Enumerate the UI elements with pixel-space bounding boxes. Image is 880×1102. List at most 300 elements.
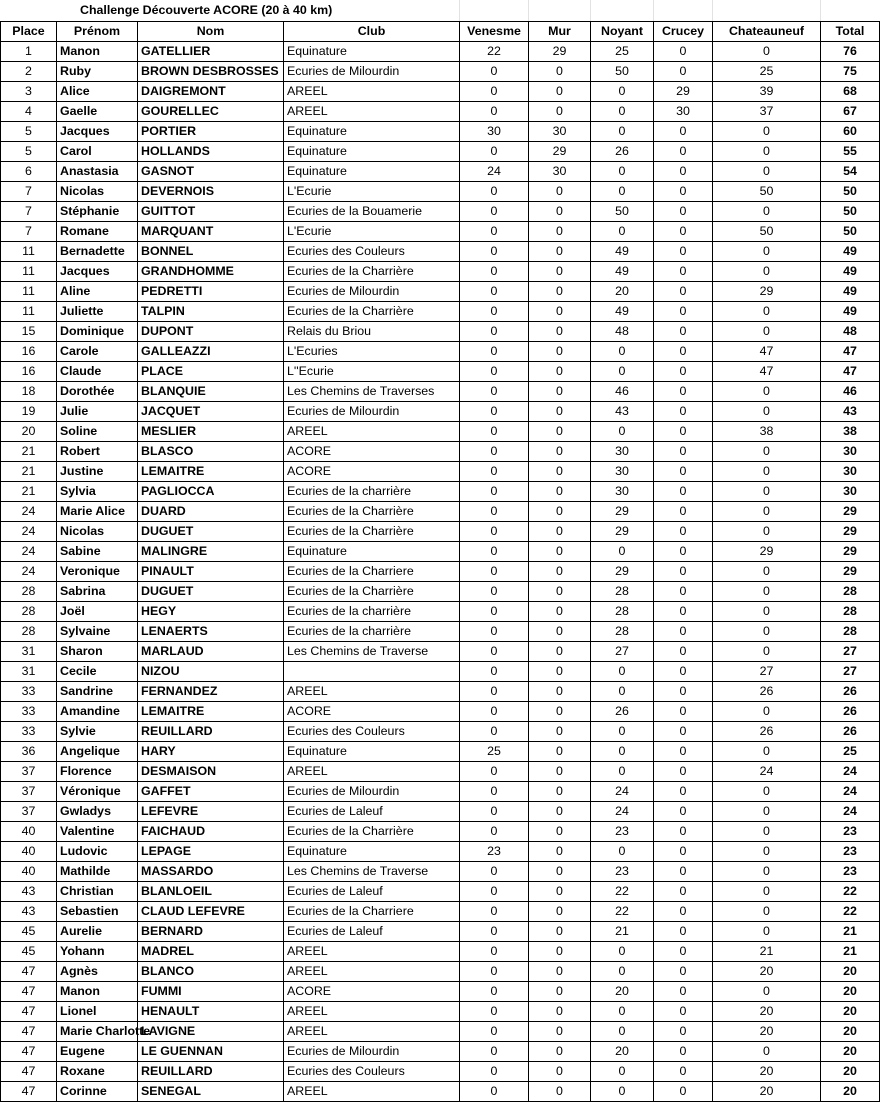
cell-club: ACORE	[284, 982, 460, 1002]
cell-club: Equinature	[284, 142, 460, 162]
cell-noyant: 0	[591, 182, 654, 202]
cell-prenom: Yohann	[57, 942, 138, 962]
cell-chateauneuf: 0	[713, 882, 821, 902]
cell-noyant: 0	[591, 102, 654, 122]
cell-nom: GASNOT	[138, 162, 284, 182]
cell-club: Ecuries de Laleuf	[284, 882, 460, 902]
cell-noyant: 0	[591, 762, 654, 782]
table-row	[1, 222, 880, 242]
cell-noyant: 26	[591, 702, 654, 722]
header-total: Total	[821, 22, 880, 42]
cell-mur: 0	[529, 942, 591, 962]
cell-mur: 0	[529, 882, 591, 902]
cell-crucey: 0	[654, 602, 713, 622]
cell-crucey: 0	[654, 802, 713, 822]
cell-crucey: 0	[654, 302, 713, 322]
cell-nom: BLANLOEIL	[138, 882, 284, 902]
cell-prenom: Sabine	[57, 542, 138, 562]
cell-chateauneuf: 0	[713, 42, 821, 62]
cell-chateauneuf: 0	[713, 402, 821, 422]
cell-chateauneuf: 0	[713, 782, 821, 802]
cell-club: AREEL	[284, 422, 460, 442]
cell-mur: 0	[529, 482, 591, 502]
cell-venesme: 22	[460, 42, 529, 62]
cell-crucey: 0	[654, 462, 713, 482]
cell-mur: 0	[529, 982, 591, 1002]
header-noyant: Noyant	[591, 22, 654, 42]
cell-noyant: 20	[591, 982, 654, 1002]
cell-club: AREEL	[284, 102, 460, 122]
cell-mur: 0	[529, 422, 591, 442]
cell-noyant: 0	[591, 1002, 654, 1022]
cell-crucey: 0	[654, 342, 713, 362]
cell-mur: 29	[529, 142, 591, 162]
cell-total: 29	[821, 562, 880, 582]
cell-noyant: 0	[591, 1062, 654, 1082]
cell-venesme: 0	[460, 462, 529, 482]
cell-chateauneuf: 0	[713, 302, 821, 322]
cell-mur: 0	[529, 1022, 591, 1042]
cell-club: AREEL	[284, 962, 460, 982]
cell-crucey: 0	[654, 542, 713, 562]
cell-mur: 0	[529, 502, 591, 522]
cell-place: 47	[1, 1002, 57, 1022]
cell-nom: MASSARDO	[138, 862, 284, 882]
cell-venesme: 0	[460, 602, 529, 622]
cell-club: Ecuries de Milourdin	[284, 62, 460, 82]
cell-total: 27	[821, 662, 880, 682]
cell-crucey: 0	[654, 282, 713, 302]
cell-mur: 0	[529, 742, 591, 762]
cell-venesme: 0	[460, 1042, 529, 1062]
cell-venesme: 0	[460, 882, 529, 902]
header-venesme: Venesme	[460, 22, 529, 42]
cell-nom: LAVIGNE	[138, 1022, 284, 1042]
cell-noyant: 21	[591, 922, 654, 942]
table-row	[1, 962, 880, 982]
cell-nom: LEPAGE	[138, 842, 284, 862]
cell-crucey: 0	[654, 422, 713, 442]
table-row	[1, 842, 880, 862]
table-row	[1, 242, 880, 262]
table-row	[1, 722, 880, 742]
cell-noyant: 27	[591, 642, 654, 662]
cell-venesme: 0	[460, 422, 529, 442]
cell-prenom: Sebastien	[57, 902, 138, 922]
cell-mur: 0	[529, 322, 591, 342]
cell-noyant: 29	[591, 502, 654, 522]
title-row	[0, 0, 880, 21]
cell-noyant: 50	[591, 62, 654, 82]
cell-total: 20	[821, 1082, 880, 1102]
cell-venesme: 0	[460, 362, 529, 382]
results-table	[0, 21, 880, 1102]
cell-crucey: 0	[654, 562, 713, 582]
cell-noyant: 0	[591, 962, 654, 982]
cell-place: 40	[1, 842, 57, 862]
cell-place: 45	[1, 942, 57, 962]
cell-crucey: 0	[654, 842, 713, 862]
cell-nom: GATELLIER	[138, 42, 284, 62]
cell-noyant: 22	[591, 902, 654, 922]
cell-total: 30	[821, 462, 880, 482]
cell-chateauneuf: 0	[713, 642, 821, 662]
cell-mur: 0	[529, 362, 591, 382]
cell-mur: 0	[529, 962, 591, 982]
cell-venesme: 0	[460, 62, 529, 82]
cell-chateauneuf: 0	[713, 122, 821, 142]
table-row	[1, 882, 880, 902]
table-row	[1, 502, 880, 522]
cell-chateauneuf: 37	[713, 102, 821, 122]
cell-club: Les Chemins de Traverse	[284, 642, 460, 662]
cell-total: 49	[821, 262, 880, 282]
cell-noyant: 0	[591, 742, 654, 762]
cell-chateauneuf: 50	[713, 182, 821, 202]
cell-noyant: 0	[591, 1022, 654, 1042]
table-row	[1, 1082, 880, 1102]
cell-club: Ecuries de la Charrière	[284, 822, 460, 842]
cell-club: Les Chemins de Traverse	[284, 862, 460, 882]
cell-venesme: 0	[460, 702, 529, 722]
cell-noyant: 29	[591, 522, 654, 542]
table-row	[1, 982, 880, 1002]
cell-crucey: 0	[654, 522, 713, 542]
cell-nom: JACQUET	[138, 402, 284, 422]
cell-noyant: 0	[591, 362, 654, 382]
cell-total: 26	[821, 722, 880, 742]
cell-place: 31	[1, 642, 57, 662]
cell-chateauneuf: 0	[713, 162, 821, 182]
cell-chateauneuf: 0	[713, 982, 821, 1002]
cell-venesme: 0	[460, 622, 529, 642]
cell-club: AREEL	[284, 942, 460, 962]
cell-chateauneuf: 24	[713, 762, 821, 782]
cell-nom: NIZOU	[138, 662, 284, 682]
cell-nom: PAGLIOCCA	[138, 482, 284, 502]
cell-place: 40	[1, 822, 57, 842]
cell-prenom: Soline	[57, 422, 138, 442]
cell-club: Ecuries des Couleurs	[284, 722, 460, 742]
cell-chateauneuf: 0	[713, 922, 821, 942]
cell-crucey: 0	[654, 62, 713, 82]
cell-noyant: 0	[591, 122, 654, 142]
cell-prenom: Marie Alice	[57, 502, 138, 522]
cell-mur: 0	[529, 342, 591, 362]
cell-venesme: 0	[460, 822, 529, 842]
cell-club: ACORE	[284, 442, 460, 462]
table-row	[1, 762, 880, 782]
cell-nom: PINAULT	[138, 562, 284, 582]
cell-club: L'Ecurie	[284, 222, 460, 242]
cell-total: 68	[821, 82, 880, 102]
cell-club: Ecuries de la Charrière	[284, 502, 460, 522]
cell-total: 38	[821, 422, 880, 442]
cell-mur: 0	[529, 702, 591, 722]
cell-total: 20	[821, 1042, 880, 1062]
cell-total: 54	[821, 162, 880, 182]
cell-venesme: 0	[460, 222, 529, 242]
cell-crucey: 0	[654, 182, 713, 202]
cell-mur: 0	[529, 1082, 591, 1102]
cell-prenom: Sylvaine	[57, 622, 138, 642]
cell-crucey: 0	[654, 642, 713, 662]
cell-chateauneuf: 29	[713, 542, 821, 562]
cell-chateauneuf: 0	[713, 742, 821, 762]
cell-chateauneuf: 0	[713, 382, 821, 402]
cell-mur: 0	[529, 822, 591, 842]
cell-mur: 0	[529, 82, 591, 102]
cell-crucey: 0	[654, 502, 713, 522]
cell-noyant: 24	[591, 782, 654, 802]
table-row	[1, 42, 880, 62]
cell-crucey: 0	[654, 262, 713, 282]
cell-mur: 0	[529, 102, 591, 122]
cell-noyant: 22	[591, 882, 654, 902]
cell-club	[284, 662, 460, 682]
cell-club: Ecuries des Couleurs	[284, 242, 460, 262]
cell-crucey: 0	[654, 1002, 713, 1022]
cell-crucey: 30	[654, 102, 713, 122]
cell-prenom: Valentine	[57, 822, 138, 842]
cell-nom: REUILLARD	[138, 1062, 284, 1082]
cell-crucey: 0	[654, 782, 713, 802]
cell-crucey: 0	[654, 242, 713, 262]
cell-venesme: 0	[460, 322, 529, 342]
cell-nom: SENEGAL	[138, 1082, 284, 1102]
cell-club: Ecuries de Laleuf	[284, 922, 460, 942]
table-row	[1, 202, 880, 222]
cell-total: 29	[821, 502, 880, 522]
cell-crucey: 0	[654, 1022, 713, 1042]
cell-crucey: 0	[654, 922, 713, 942]
cell-nom: CLAUD LEFEVRE	[138, 902, 284, 922]
cell-prenom: Eugene	[57, 1042, 138, 1062]
cell-place: 18	[1, 382, 57, 402]
cell-crucey: 29	[654, 82, 713, 102]
cell-prenom: Nicolas	[57, 522, 138, 542]
cell-crucey: 0	[654, 362, 713, 382]
cell-club: Ecuries de la charrière	[284, 482, 460, 502]
cell-noyant: 0	[591, 842, 654, 862]
cell-place: 33	[1, 702, 57, 722]
cell-crucey: 0	[654, 1082, 713, 1102]
cell-venesme: 0	[460, 562, 529, 582]
cell-prenom: Julie	[57, 402, 138, 422]
cell-noyant: 26	[591, 142, 654, 162]
cell-venesme: 0	[460, 722, 529, 742]
cell-total: 47	[821, 342, 880, 362]
cell-club: L''Ecurie	[284, 362, 460, 382]
cell-chateauneuf: 25	[713, 62, 821, 82]
cell-club: Ecuries de la Charrière	[284, 582, 460, 602]
cell-prenom: Aline	[57, 282, 138, 302]
cell-venesme: 0	[460, 522, 529, 542]
cell-prenom: Gwladys	[57, 802, 138, 822]
cell-venesme: 0	[460, 442, 529, 462]
cell-place: 11	[1, 302, 57, 322]
cell-noyant: 49	[591, 262, 654, 282]
cell-mur: 0	[529, 662, 591, 682]
cell-place: 37	[1, 802, 57, 822]
table-row	[1, 442, 880, 462]
cell-venesme: 23	[460, 842, 529, 862]
table-body	[1, 42, 880, 1102]
cell-crucey: 0	[654, 942, 713, 962]
cell-noyant: 0	[591, 82, 654, 102]
cell-noyant: 0	[591, 342, 654, 362]
cell-nom: MALINGRE	[138, 542, 284, 562]
cell-noyant: 48	[591, 322, 654, 342]
cell-club: Ecuries de Milourdin	[284, 282, 460, 302]
cell-chateauneuf: 0	[713, 142, 821, 162]
cell-total: 49	[821, 302, 880, 322]
cell-place: 19	[1, 402, 57, 422]
cell-chateauneuf: 0	[713, 862, 821, 882]
cell-venesme: 0	[460, 902, 529, 922]
cell-noyant: 23	[591, 862, 654, 882]
cell-venesme: 0	[460, 302, 529, 322]
cell-nom: LEFEVRE	[138, 802, 284, 822]
table-row	[1, 742, 880, 762]
cell-venesme: 0	[460, 282, 529, 302]
cell-chateauneuf: 0	[713, 582, 821, 602]
cell-club: Ecuries de la charrière	[284, 602, 460, 622]
cell-chateauneuf: 0	[713, 602, 821, 622]
cell-nom: FAICHAUD	[138, 822, 284, 842]
cell-prenom: Sylvia	[57, 482, 138, 502]
cell-venesme: 0	[460, 542, 529, 562]
cell-mur: 0	[529, 62, 591, 82]
cell-total: 21	[821, 942, 880, 962]
table-row	[1, 662, 880, 682]
cell-prenom: Christian	[57, 882, 138, 902]
cell-prenom: Justine	[57, 462, 138, 482]
cell-crucey: 0	[654, 722, 713, 742]
cell-nom: LEMAITRE	[138, 462, 284, 482]
cell-nom: BONNEL	[138, 242, 284, 262]
cell-club: AREEL	[284, 1002, 460, 1022]
cell-venesme: 0	[460, 82, 529, 102]
table-row	[1, 282, 880, 302]
cell-noyant: 46	[591, 382, 654, 402]
cell-venesme: 0	[460, 642, 529, 662]
cell-mur: 0	[529, 202, 591, 222]
cell-nom: PLACE	[138, 362, 284, 382]
cell-club: Ecuries de Milourdin	[284, 782, 460, 802]
cell-place: 28	[1, 622, 57, 642]
cell-total: 29	[821, 522, 880, 542]
cell-chateauneuf: 0	[713, 482, 821, 502]
cell-mur: 0	[529, 242, 591, 262]
cell-total: 50	[821, 222, 880, 242]
cell-chateauneuf: 0	[713, 502, 821, 522]
cell-place: 5	[1, 142, 57, 162]
cell-chateauneuf: 0	[713, 822, 821, 842]
cell-crucey: 0	[654, 402, 713, 422]
cell-crucey: 0	[654, 1062, 713, 1082]
cell-total: 24	[821, 762, 880, 782]
cell-chateauneuf: 0	[713, 442, 821, 462]
cell-crucey: 0	[654, 222, 713, 242]
table-row	[1, 382, 880, 402]
cell-prenom: Amandine	[57, 702, 138, 722]
cell-club: Les Chemins de Traverses	[284, 382, 460, 402]
cell-nom: LE GUENNAN	[138, 1042, 284, 1062]
cell-prenom: Ludovic	[57, 842, 138, 862]
cell-total: 67	[821, 102, 880, 122]
cell-total: 47	[821, 362, 880, 382]
cell-venesme: 0	[460, 482, 529, 502]
cell-nom: MARQUANT	[138, 222, 284, 242]
cell-chateauneuf: 26	[713, 722, 821, 742]
cell-prenom: Sabrina	[57, 582, 138, 602]
cell-prenom: Carole	[57, 342, 138, 362]
cell-total: 21	[821, 922, 880, 942]
cell-nom: GUITTOT	[138, 202, 284, 222]
cell-crucey: 0	[654, 702, 713, 722]
cell-total: 28	[821, 622, 880, 642]
cell-mur: 0	[529, 282, 591, 302]
cell-prenom: Stéphanie	[57, 202, 138, 222]
cell-noyant: 30	[591, 442, 654, 462]
cell-club: AREEL	[284, 762, 460, 782]
table-row	[1, 302, 880, 322]
cell-nom: FERNANDEZ	[138, 682, 284, 702]
cell-noyant: 28	[591, 582, 654, 602]
table-row	[1, 542, 880, 562]
cell-mur: 0	[529, 462, 591, 482]
table-row	[1, 622, 880, 642]
cell-crucey: 0	[654, 962, 713, 982]
cell-club: Equinature	[284, 122, 460, 142]
header-chateauneuf: Chateauneuf	[713, 22, 821, 42]
cell-total: 43	[821, 402, 880, 422]
cell-total: 24	[821, 782, 880, 802]
cell-chateauneuf: 0	[713, 1042, 821, 1062]
cell-noyant: 30	[591, 462, 654, 482]
table-row	[1, 822, 880, 842]
cell-nom: GOURELLEC	[138, 102, 284, 122]
cell-nom: MARLAUD	[138, 642, 284, 662]
cell-prenom: Aurelie	[57, 922, 138, 942]
cell-mur: 0	[529, 682, 591, 702]
cell-prenom: Alice	[57, 82, 138, 102]
cell-chateauneuf: 0	[713, 202, 821, 222]
cell-nom: GALLEAZZI	[138, 342, 284, 362]
cell-club: Ecuries de la Charrière	[284, 262, 460, 282]
cell-venesme: 0	[460, 102, 529, 122]
cell-total: 75	[821, 62, 880, 82]
cell-total: 23	[821, 842, 880, 862]
cell-total: 49	[821, 282, 880, 302]
cell-mur: 0	[529, 782, 591, 802]
table-row	[1, 922, 880, 942]
cell-prenom: Mathilde	[57, 862, 138, 882]
cell-club: Ecuries de la Bouamerie	[284, 202, 460, 222]
cell-place: 2	[1, 62, 57, 82]
cell-venesme: 0	[460, 342, 529, 362]
cell-prenom: Veronique	[57, 562, 138, 582]
cell-crucey: 0	[654, 902, 713, 922]
cell-chateauneuf: 29	[713, 282, 821, 302]
cell-venesme: 24	[460, 162, 529, 182]
cell-prenom: Juliette	[57, 302, 138, 322]
cell-prenom: Sandrine	[57, 682, 138, 702]
cell-mur: 0	[529, 542, 591, 562]
cell-nom: PORTIER	[138, 122, 284, 142]
cell-nom: BLANQUIE	[138, 382, 284, 402]
